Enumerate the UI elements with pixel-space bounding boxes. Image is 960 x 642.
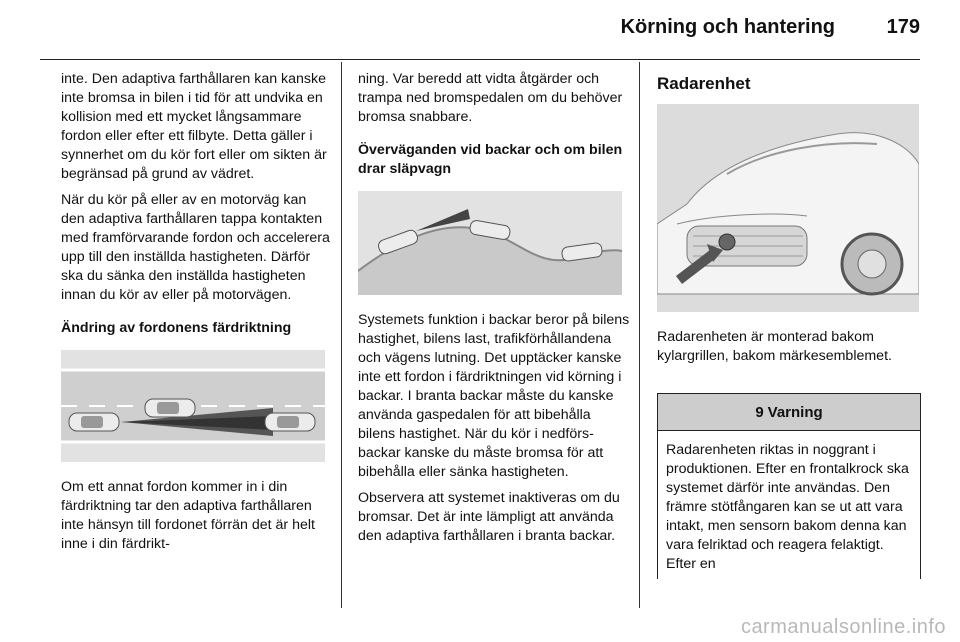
col1-heading: Ändring av fordonens färdriktning: [61, 320, 292, 336]
warning-body: [658, 431, 920, 574]
col1-paragraph-2: När du kör på eller av en motorväg kan den adaptiva farthållaren tappa kontakten med framförvarande fordon och accelerera upp till den inställda hastigheten. Därför ska du sänka den inställda hastigheten innan du kör av eller på motorvägen.: [61, 192, 330, 303]
page-header: [0, 0, 960, 62]
column-2: [358, 70, 630, 553]
warning-header: [658, 394, 920, 431]
header-rule: [40, 59, 920, 60]
hill-driving-illustration: [358, 191, 622, 295]
col3-paragraph-1: Radarenheten är monterad bakom kylargrillen, bakom märkesemblemet.: [657, 329, 892, 364]
col2-paragraph-3: Observera att systemet inaktiveras om du bromsar. Det är inte lämpligt att använda den adaptiva farthållaren i branta backar.: [358, 490, 620, 544]
warning-box: [657, 393, 921, 579]
watermark: carmanualsonline.info: [740, 616, 946, 638]
col2-paragraph-1: ning. Var beredd att vidta åtgärder och trampa ned bromspedalen om du behöver bromsa snabbare.: [358, 71, 623, 125]
col1-paragraph-3: Om ett annat fordon kommer in i din färdriktning tar den adaptiva farthållaren inte hänsyn till fordonet förrän det är helt inne i din färdrikt-: [61, 479, 315, 552]
col2-heading: Överväganden vid backar och om bilen drar släpvagn: [358, 142, 623, 177]
column-1: [61, 70, 331, 561]
page-number: 179: [886, 16, 920, 38]
lane-change-illustration: [61, 350, 325, 462]
warning-icon: 9: [755, 403, 764, 421]
column-3: [657, 70, 922, 373]
column-divider-1: [341, 62, 342, 608]
column-divider-2: [639, 62, 640, 608]
radar-unit-illustration: [657, 104, 919, 312]
warning-text: Radarenheten riktas in noggrant i produktionen. Efter en frontalkrock ska systemet därför inte användas. Den främre stötfångaren kan se ut att vara intakt, men sensorn bakom denna kan vara felriktad och reagera felaktigt. Efter en: [666, 442, 909, 572]
col2-paragraph-2: Systemets funktion i backar beror på bilens hastighet, bilens last, trafikförhållandena och vägens lutning. Det upptäcker kanske inte ett fordon i färdriktningen vid körning i backar. I branta backar måste du kanske använda gaspedalen för att bibehålla bilens hastighet. När du kör i nedförsbackar kanske du måste bromsa för att bibehålla eller sänka hastigheten.: [358, 312, 630, 480]
page-title: Körning och hantering: [620, 16, 835, 38]
warning-title: Varning: [767, 403, 823, 421]
col3-heading: Radarenhet: [657, 74, 751, 93]
col1-paragraph-1: inte. Den adaptiva farthållaren kan kanske inte bromsa in bilen i tid för att undvika en kollision med ett mycket långsammare fordon eller efter ett filbyte. Detta gäller i synnerhet om du kör fort eller om sikten är begränsad på grund av vädret.: [61, 71, 327, 182]
